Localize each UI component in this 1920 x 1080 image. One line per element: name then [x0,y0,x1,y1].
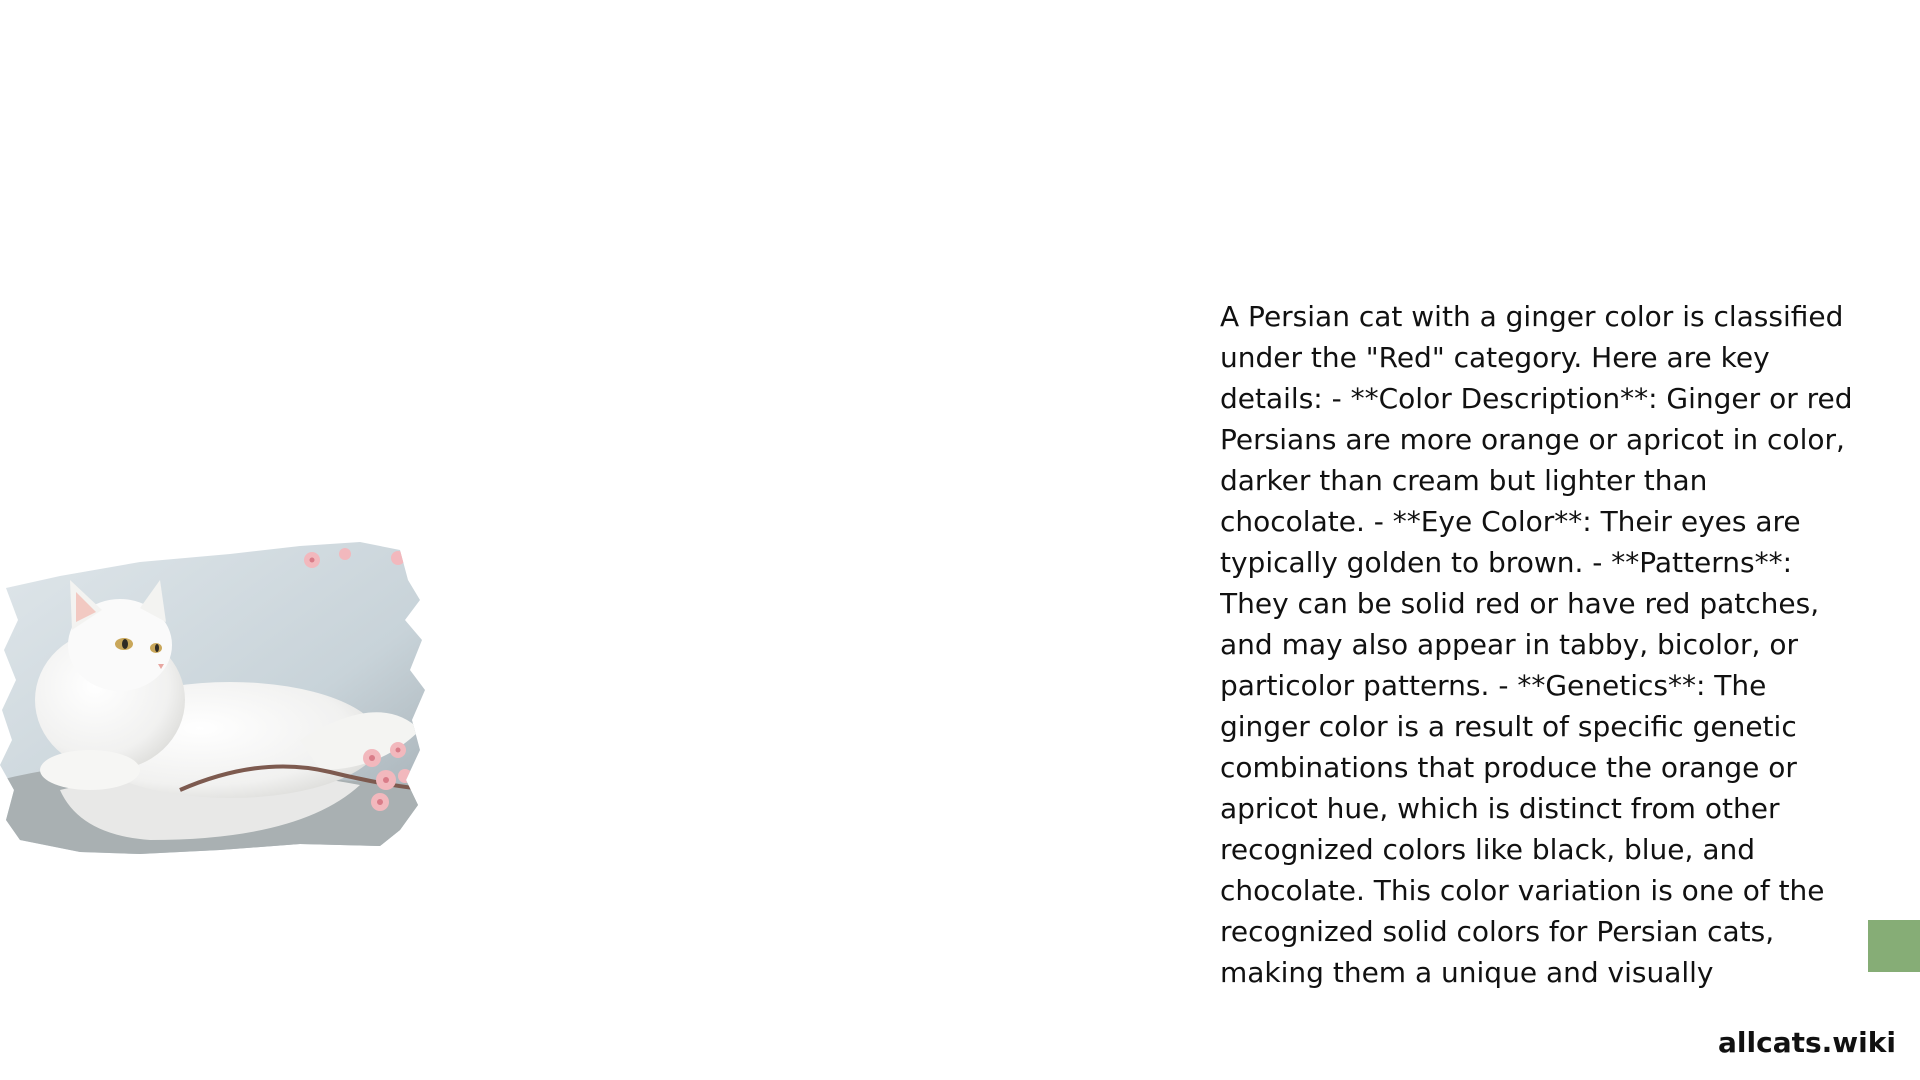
site-watermark: allcats.wiki [1718,1026,1896,1059]
cat-color-description: A Persian cat with a ginger color is classified under the "Red" category. Here are key details: - **Color Description**: Ginger or red Persians are more orange or apricot in color, darker than cream but lighter than chocolate. - **Eye Color**: Their eyes are typically golden to brown. - **Patterns**: They can be solid red or have red patches, and may also appear in tabby, bicolor, or particolor patterns. - **Genetics**: The ginger color is a result of specific genetic combinations that produce the orange or apricot hue, which is distinct from other recognized colors like black, blue, and chocolate. This color variation is one of the recognized solid colors for Persian cats, making them a unique and visually [1220,300,1853,989]
green-square-block [1868,920,1920,972]
cat-photo [0,540,440,860]
